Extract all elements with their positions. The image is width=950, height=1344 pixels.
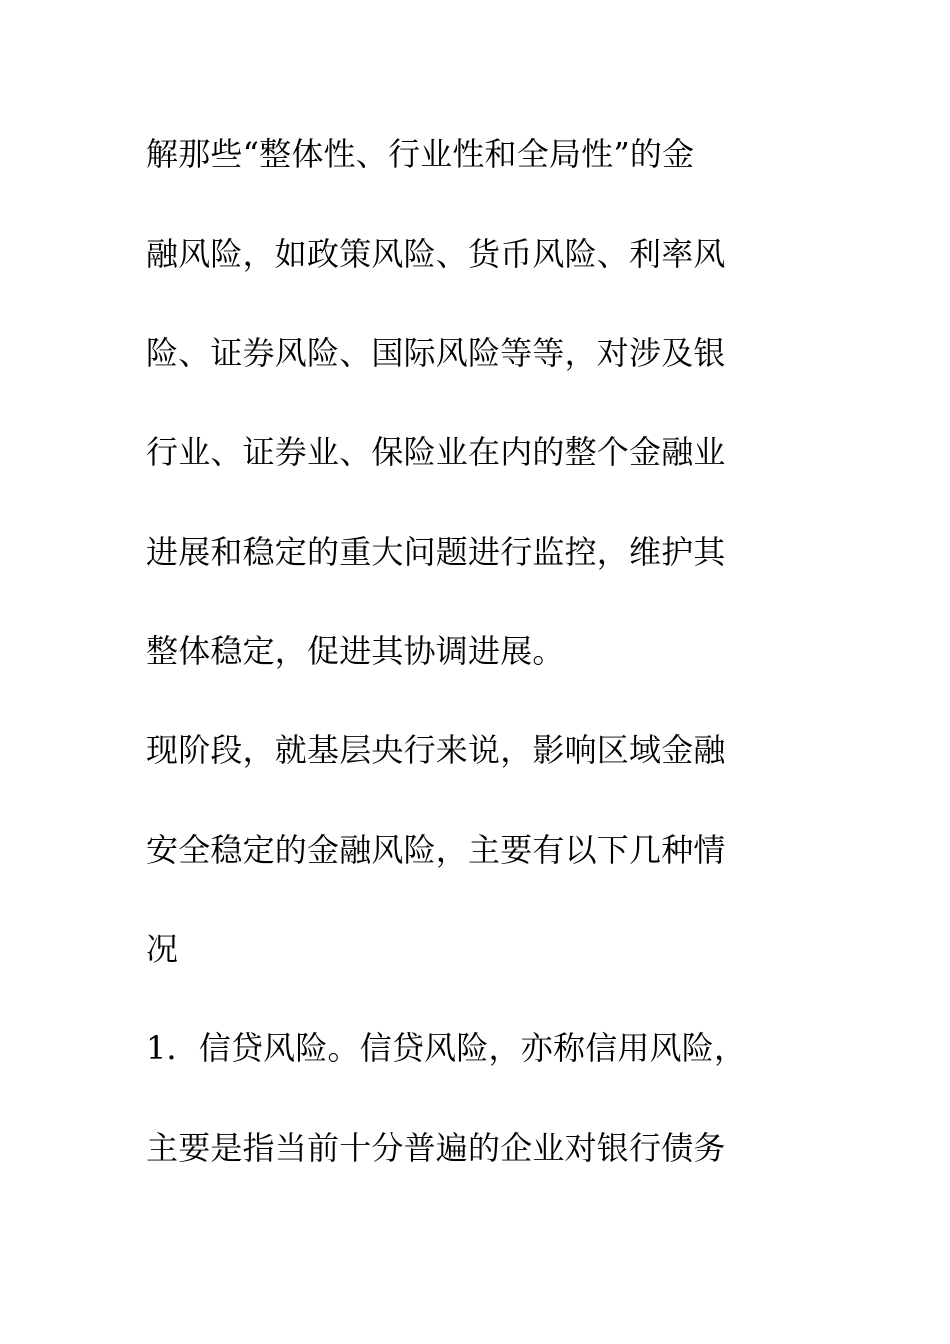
text-line: 融风险，如政策风险、货币风险、利率风 (146, 235, 726, 273)
paragraph-start-line: 现阶段，就基层央行来说，影响区域金融 (146, 731, 726, 769)
text-line: 况 (146, 930, 179, 968)
text-line: 主要是指当前十分普遍的企业对银行债务 (146, 1129, 726, 1167)
text-line: 解那些“整体性、行业性和全局性”的金 (146, 135, 695, 173)
text-line: 安全稳定的金融风险，主要有以下几种情 (146, 831, 726, 869)
text-line: 险、证券风险、国际风险等等，对涉及银 (146, 334, 726, 372)
text-line: 整体稳定，促进其协调进展。 (146, 632, 565, 670)
numbered-item-line: 1．信贷风险。信贷风险，亦称信用风险， (146, 1029, 747, 1067)
text-line: 进展和稳定的重大问题进行监控，维护其 (146, 533, 726, 571)
text-line: 行业、证券业、保险业在内的整个金融业 (146, 433, 726, 471)
